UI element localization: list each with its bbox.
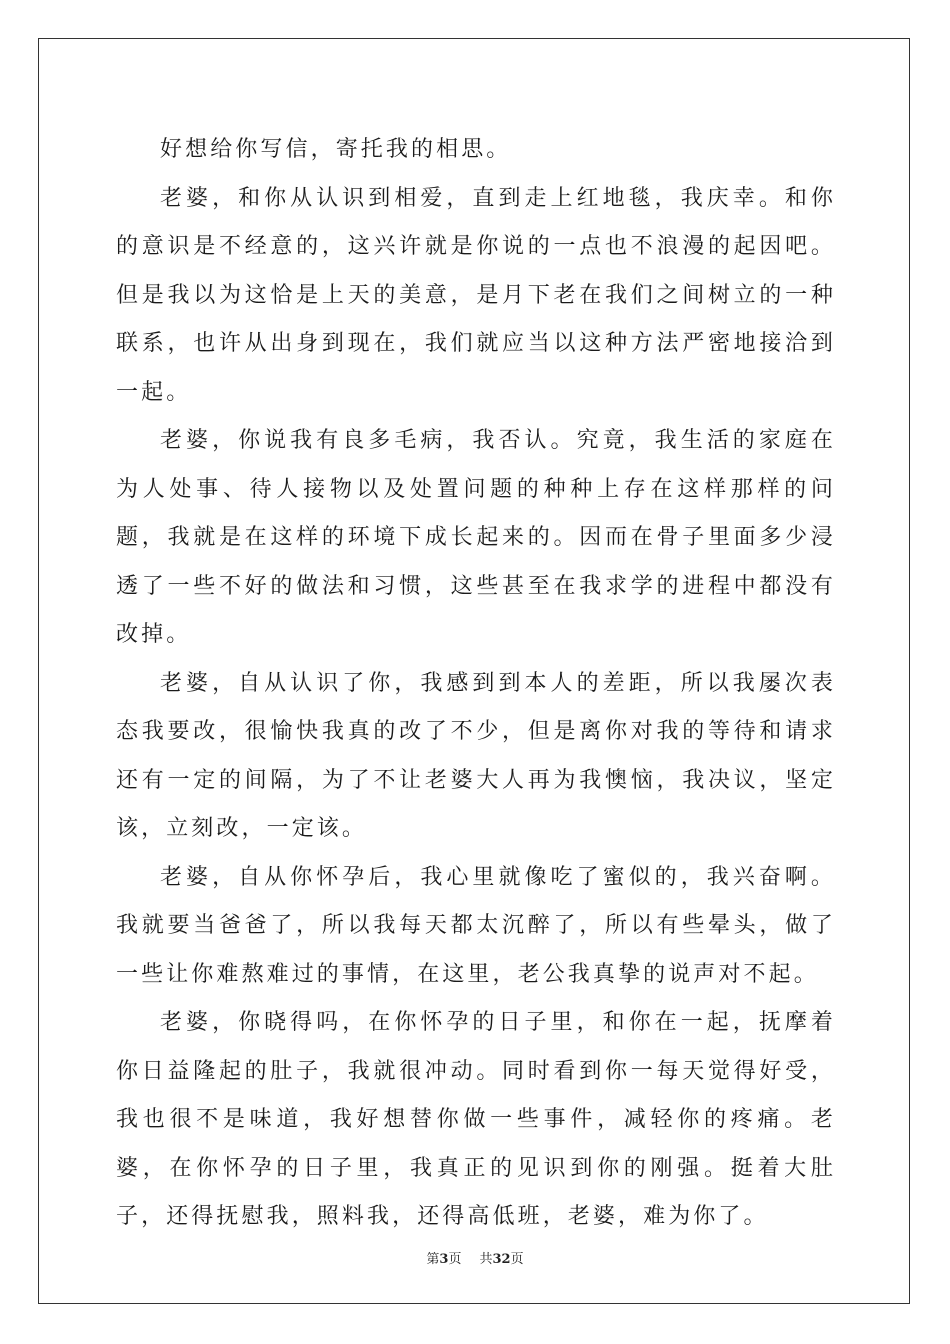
total-suffix: 页	[510, 1252, 524, 1267]
paragraph-1: 好想给你写信，寄托我的相思。	[160, 137, 512, 162]
page-suffix: 页	[448, 1252, 462, 1267]
paragraph-3: 老婆，你说我有良多毛病，我否认。究竟，我生活的家庭在为人处事、待人接物以及处置问题的种种上存在这样那样的问题，我就是在这样的环境下成长起来的。因而在骨子里面多少浸透了一些不好的做法和习惯，这些甚至在我求学的进程中都没有改掉。	[116, 428, 836, 647]
paragraph-6: 老婆，你晓得吗，在你怀孕的日子里，和你在一起，抚摩着你日益隆起的肚子，我就很冲动。同时看到你一每天觉得好受，我也很不是味道，我好想替你做一些事件，减轻你的疼痛。老婆，在你怀孕的日子里，我真正的见识到你的刚强。挺着大肚子，还得抚慰我，照料我，还得高低班，老婆，难为你了。	[116, 1010, 836, 1229]
paragraph-5: 老婆，自从你怀孕后，我心里就像吃了蜜似的，我兴奋啊。我就要当爸爸了，所以我每天都太沉醉了，所以有些晕头，做了一些让你难熬难过的事情，在这里，老公我真挚的说声对不起。	[116, 864, 836, 987]
paragraph-2: 老婆，和你从认识到相爱，直到走上红地毯，我庆幸。和你的意识是不经意的，这兴许就是你说的一点也不浪漫的起因吧。但是我以为这恰是上天的美意，是月下老在我们之间树立的一种联系，也许从出身到现在，我们就应当以这种方法严密地接洽到一起。	[116, 185, 836, 405]
paragraph-4: 老婆，自从认识了你，我感到到本人的差距，所以我屡次表态我要改，很愉快我真的改了不少，但是离你对我的等待和请求还有一定的间隔，为了不让老婆大人再为我懊恼，我决议，坚定该，立刻改，一定该。	[116, 670, 836, 841]
total-prefix: 共	[479, 1252, 493, 1267]
page-footer	[0, 1248, 950, 1267]
page-prefix: 第	[426, 1252, 440, 1267]
total-pages: 32	[492, 1252, 511, 1267]
document-body	[116, 126, 836, 1242]
page-number: 3	[439, 1252, 449, 1267]
